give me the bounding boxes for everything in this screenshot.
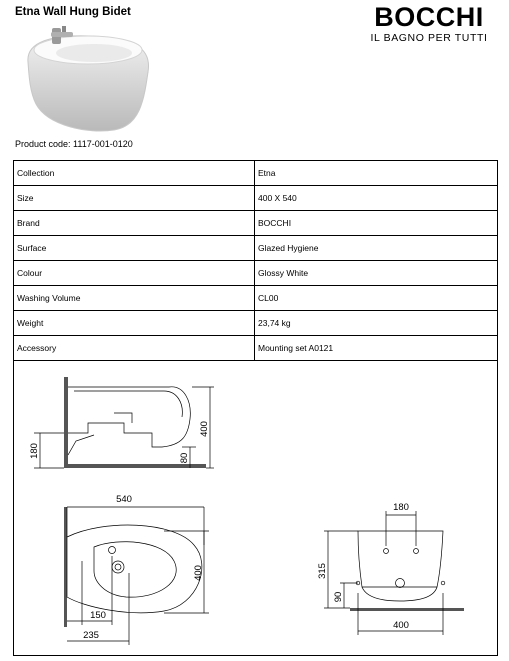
spec-row — [14, 211, 498, 236]
spec-key: Surface — [14, 236, 255, 261]
dim-side-height: 400 — [199, 421, 210, 437]
spec-key: Size — [14, 186, 255, 211]
spec-value: CL00 — [255, 286, 498, 311]
dim-side-bottom: 80 — [179, 452, 190, 464]
dim-top-length: 540 — [116, 494, 132, 505]
spec-value: Etna — [255, 161, 498, 186]
dim-rear-height: 315 — [317, 563, 328, 579]
spec-key: Accessory — [14, 336, 255, 361]
dim-top-width: 400 — [193, 565, 204, 581]
bidet-product-image — [22, 22, 162, 134]
spec-key: Washing Volume — [14, 286, 255, 311]
technical-drawing — [14, 361, 497, 655]
product-code: Product code: 1117-001-0120 — [15, 139, 133, 149]
spec-row — [14, 261, 498, 286]
dim-rear-hole-spacing: 180 — [393, 502, 409, 513]
spec-row — [14, 311, 498, 336]
technical-drawing-panel — [13, 361, 498, 656]
dim-top-drain-offset: 235 — [83, 630, 99, 641]
spec-table — [13, 160, 498, 361]
dim-side-inlet: 180 — [29, 443, 40, 459]
spec-value: BOCCHI — [255, 211, 498, 236]
spec-value: Glazed Hygiene — [255, 236, 498, 261]
spec-row — [14, 161, 498, 186]
spec-key: Weight — [14, 311, 255, 336]
top-wall — [64, 507, 67, 627]
product-title: Etna Wall Hung Bidet — [15, 6, 131, 18]
spec-key: Collection — [14, 161, 255, 186]
brand-logo-text: BOCCHI — [374, 2, 484, 32]
brand-tagline: IL BAGNO PER TUTTI — [370, 32, 488, 44]
spec-row — [14, 336, 498, 361]
dim-top-hole-offset: 150 — [90, 610, 106, 621]
spec-value: 400 X 540 — [255, 186, 498, 211]
spec-key: Colour — [14, 261, 255, 286]
side-wall — [64, 377, 68, 467]
brand-logo — [369, 2, 489, 44]
spec-value: Mounting set A0121 — [255, 336, 498, 361]
dim-rear-width: 400 — [393, 620, 409, 631]
spec-key: Brand — [14, 211, 255, 236]
dim-rear-drain: 90 — [333, 591, 344, 603]
spec-value: 23,74 kg — [255, 311, 498, 336]
side-floor — [64, 464, 206, 468]
spec-value: Glossy White — [255, 261, 498, 286]
spec-row — [14, 236, 498, 261]
rear-floor — [350, 608, 464, 611]
spec-row — [14, 186, 498, 211]
spec-row — [14, 286, 498, 311]
